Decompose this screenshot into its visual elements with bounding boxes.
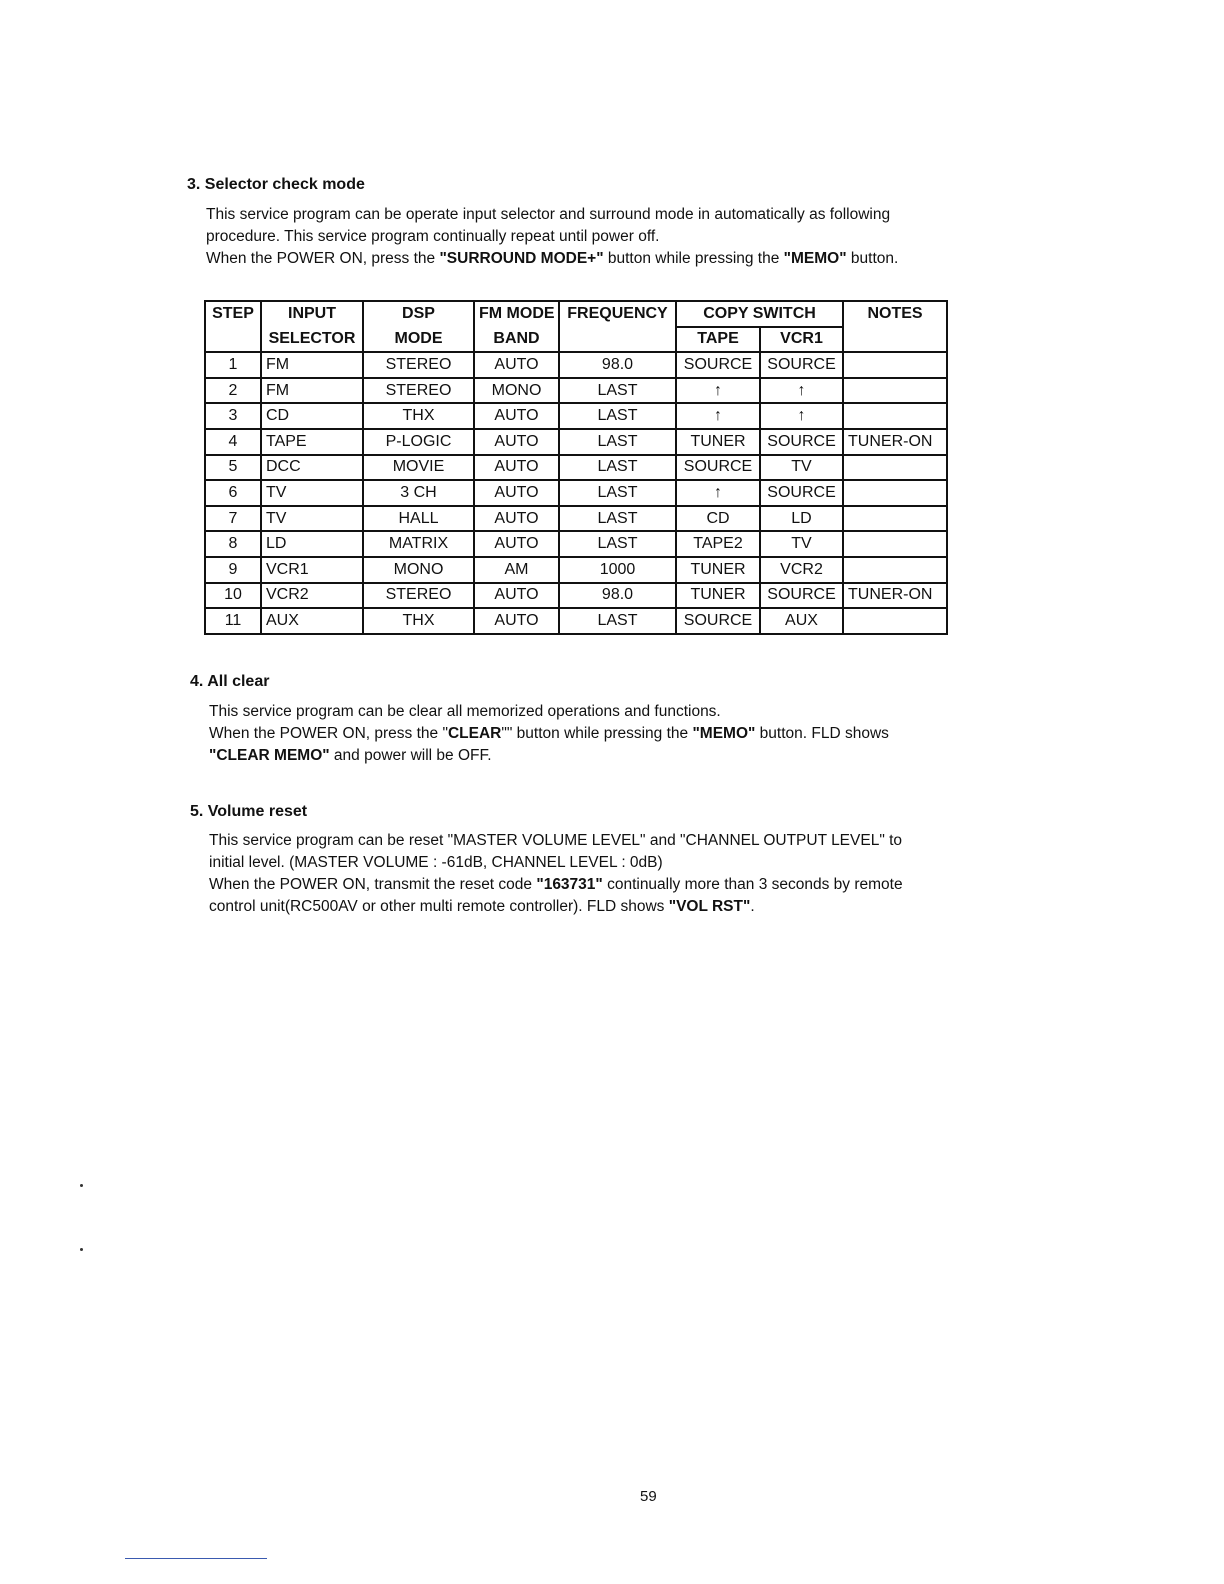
footer-rule bbox=[125, 1558, 267, 1559]
cell-notes bbox=[843, 378, 947, 404]
cell-copy-tape: SOURCE bbox=[676, 352, 760, 378]
header-notes: NOTES bbox=[843, 301, 947, 327]
cell-copy-vcr1: TV bbox=[760, 455, 843, 481]
table-row bbox=[205, 378, 947, 404]
cell-fm-mode: AUTO bbox=[474, 608, 559, 634]
cell-copy-vcr1: LD bbox=[760, 506, 843, 532]
cell-step: 3 bbox=[205, 403, 261, 429]
cell-dsp-mode: MONO bbox=[363, 557, 474, 583]
cell-notes bbox=[843, 557, 947, 583]
table-row bbox=[205, 557, 947, 583]
selector-check-table bbox=[204, 300, 948, 635]
cell-dsp-mode: STEREO bbox=[363, 583, 474, 609]
cell-copy-tape: TUNER bbox=[676, 429, 760, 455]
cell-frequency: LAST bbox=[559, 378, 676, 404]
cell-notes: TUNER-ON bbox=[843, 429, 947, 455]
cell-notes bbox=[843, 455, 947, 481]
header-copy-switch: COPY SWITCH bbox=[676, 301, 843, 327]
cell-step: 10 bbox=[205, 583, 261, 609]
section-body-selector-check bbox=[206, 204, 976, 270]
cell-step: 6 bbox=[205, 480, 261, 506]
cell-input-selector: VCR1 bbox=[261, 557, 363, 583]
header-frequency: FREQUENCY bbox=[559, 301, 676, 327]
header-step-cont bbox=[205, 327, 261, 353]
cell-fm-mode: AUTO bbox=[474, 583, 559, 609]
cell-input-selector: FM bbox=[261, 378, 363, 404]
cell-frequency: LAST bbox=[559, 429, 676, 455]
table-row bbox=[205, 506, 947, 532]
table-row bbox=[205, 583, 947, 609]
cell-copy-tape: ↑ bbox=[676, 403, 760, 429]
cell-step: 4 bbox=[205, 429, 261, 455]
cell-input-selector: AUX bbox=[261, 608, 363, 634]
section-heading-all-clear: 4. All clear bbox=[190, 673, 270, 690]
table-row bbox=[205, 608, 947, 634]
cell-step: 8 bbox=[205, 531, 261, 557]
cell-fm-mode: AUTO bbox=[474, 352, 559, 378]
cell-copy-vcr1: ↑ bbox=[760, 403, 843, 429]
cell-fm-mode: MONO bbox=[474, 378, 559, 404]
cell-copy-tape: SOURCE bbox=[676, 608, 760, 634]
cell-copy-vcr1: VCR2 bbox=[760, 557, 843, 583]
paragraph-line: When the POWER ON, press the "CLEAR"" button while pressing the "MEMO" button. FLD shows bbox=[209, 725, 889, 742]
header-fm-mode: FM MODE bbox=[474, 301, 559, 327]
cell-copy-tape: CD bbox=[676, 506, 760, 532]
cell-step: 11 bbox=[205, 608, 261, 634]
cell-dsp-mode: THX bbox=[363, 608, 474, 634]
header-notes-cont bbox=[843, 327, 947, 353]
paragraph-line: This service program can be reset "MASTER VOLUME LEVEL" and "CHANNEL OUTPUT LEVEL" to bbox=[209, 832, 903, 849]
cell-notes: TUNER-ON bbox=[843, 583, 947, 609]
cell-fm-mode: AUTO bbox=[474, 455, 559, 481]
cell-frequency: LAST bbox=[559, 403, 676, 429]
cell-dsp-mode: HALL bbox=[363, 506, 474, 532]
paragraph-line: This service program can be operate input selector and surround mode in automatically as following bbox=[206, 206, 891, 223]
cell-copy-vcr1: SOURCE bbox=[760, 352, 843, 378]
cell-copy-vcr1: AUX bbox=[760, 608, 843, 634]
cell-step: 1 bbox=[205, 352, 261, 378]
cell-copy-vcr1: SOURCE bbox=[760, 429, 843, 455]
cell-dsp-mode: STEREO bbox=[363, 378, 474, 404]
cell-input-selector: DCC bbox=[261, 455, 363, 481]
header-step: STEP bbox=[205, 301, 261, 327]
cell-copy-vcr1: ↑ bbox=[760, 378, 843, 404]
cell-frequency: 1000 bbox=[559, 557, 676, 583]
cell-fm-mode: AM bbox=[474, 557, 559, 583]
cell-notes bbox=[843, 608, 947, 634]
table-header-row bbox=[205, 301, 947, 327]
cell-frequency: 98.0 bbox=[559, 583, 676, 609]
cell-dsp-mode: 3 CH bbox=[363, 480, 474, 506]
cell-notes bbox=[843, 531, 947, 557]
cell-fm-mode: AUTO bbox=[474, 531, 559, 557]
page-number: 59 bbox=[640, 1488, 657, 1505]
cell-dsp-mode: P-LOGIC bbox=[363, 429, 474, 455]
cell-copy-tape: ↑ bbox=[676, 480, 760, 506]
cell-copy-vcr1: TV bbox=[760, 531, 843, 557]
table-row bbox=[205, 480, 947, 506]
cell-copy-tape: SOURCE bbox=[676, 455, 760, 481]
cell-step: 5 bbox=[205, 455, 261, 481]
cell-frequency: LAST bbox=[559, 480, 676, 506]
cell-copy-tape: TAPE2 bbox=[676, 531, 760, 557]
cell-dsp-mode: MATRIX bbox=[363, 531, 474, 557]
cell-dsp-mode: MOVIE bbox=[363, 455, 474, 481]
section-body-volume-reset bbox=[209, 830, 979, 918]
table-row bbox=[205, 531, 947, 557]
cell-fm-mode: AUTO bbox=[474, 506, 559, 532]
cell-frequency: 98.0 bbox=[559, 352, 676, 378]
cell-input-selector: LD bbox=[261, 531, 363, 557]
cell-dsp-mode: STEREO bbox=[363, 352, 474, 378]
paragraph-line: When the POWER ON, press the "SURROUND MODE+" button while pressing the "MEMO" button. bbox=[206, 250, 899, 267]
paragraph-line: This service program can be clear all memorized operations and functions. bbox=[209, 703, 721, 720]
cell-input-selector: TV bbox=[261, 480, 363, 506]
table-row bbox=[205, 352, 947, 378]
cell-dsp-mode: THX bbox=[363, 403, 474, 429]
table-row bbox=[205, 403, 947, 429]
scan-speck bbox=[80, 1248, 83, 1251]
section-heading-volume-reset: 5. Volume reset bbox=[190, 803, 308, 820]
cell-fm-mode: AUTO bbox=[474, 429, 559, 455]
paragraph-line: control unit(RC500AV or other multi remote controller). FLD shows "VOL RST". bbox=[209, 898, 755, 915]
header-tape: TAPE bbox=[676, 327, 760, 353]
cell-notes bbox=[843, 506, 947, 532]
table-row bbox=[205, 429, 947, 455]
cell-input-selector: TV bbox=[261, 506, 363, 532]
paragraph-line: initial level. (MASTER VOLUME : -61dB, CHANNEL LEVEL : 0dB) bbox=[209, 854, 663, 871]
header-selector: SELECTOR bbox=[261, 327, 363, 353]
paragraph-line: procedure. This service program continually repeat until power off. bbox=[206, 228, 660, 245]
cell-fm-mode: AUTO bbox=[474, 403, 559, 429]
cell-copy-tape: TUNER bbox=[676, 557, 760, 583]
cell-copy-tape: TUNER bbox=[676, 583, 760, 609]
cell-notes bbox=[843, 403, 947, 429]
scan-speck bbox=[80, 1184, 83, 1187]
cell-step: 2 bbox=[205, 378, 261, 404]
cell-fm-mode: AUTO bbox=[474, 480, 559, 506]
header-dsp: DSP bbox=[363, 301, 474, 327]
cell-copy-vcr1: SOURCE bbox=[760, 583, 843, 609]
table-row bbox=[205, 455, 947, 481]
cell-frequency: LAST bbox=[559, 455, 676, 481]
header-input: INPUT bbox=[261, 301, 363, 327]
cell-copy-tape: ↑ bbox=[676, 378, 760, 404]
cell-step: 9 bbox=[205, 557, 261, 583]
cell-frequency: LAST bbox=[559, 506, 676, 532]
cell-frequency: LAST bbox=[559, 531, 676, 557]
paragraph-line: "CLEAR MEMO" and power will be OFF. bbox=[209, 747, 492, 764]
table-subheader-row bbox=[205, 327, 947, 353]
cell-notes bbox=[843, 480, 947, 506]
cell-input-selector: FM bbox=[261, 352, 363, 378]
section-heading-selector-check: 3. Selector check mode bbox=[187, 176, 365, 193]
header-mode: MODE bbox=[363, 327, 474, 353]
section-body-all-clear bbox=[209, 701, 979, 767]
header-vcr1: VCR1 bbox=[760, 327, 843, 353]
cell-input-selector: TAPE bbox=[261, 429, 363, 455]
paragraph-line: When the POWER ON, transmit the reset code "163731" continually more than 3 seconds by remote bbox=[209, 876, 903, 893]
cell-frequency: LAST bbox=[559, 608, 676, 634]
header-frequency-cont bbox=[559, 327, 676, 353]
cell-input-selector: VCR2 bbox=[261, 583, 363, 609]
cell-step: 7 bbox=[205, 506, 261, 532]
cell-copy-vcr1: SOURCE bbox=[760, 480, 843, 506]
cell-input-selector: CD bbox=[261, 403, 363, 429]
header-band: BAND bbox=[474, 327, 559, 353]
cell-notes bbox=[843, 352, 947, 378]
